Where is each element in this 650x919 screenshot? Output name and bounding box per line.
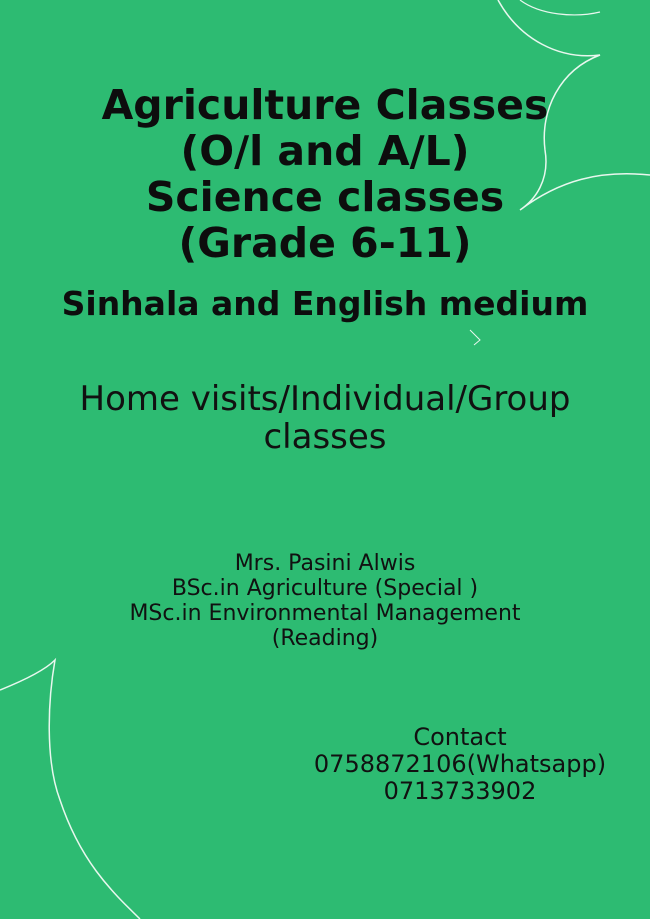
title-line-3: Science classes [145, 173, 505, 221]
tutor-qualification-2: MSc.in Environmental Management [129, 601, 521, 626]
title-line-2: (O/l and A/L) [180, 127, 470, 175]
tutor-name: Mrs. Pasini Alwis [234, 551, 416, 576]
center-sparkle [470, 330, 480, 345]
contact-phone-1: 0758872106(Whatsapp) [313, 750, 607, 778]
medium-subtitle: Sinhala and English medium [61, 284, 589, 323]
top-right-curve-inner [520, 0, 600, 15]
page-title [0, 82, 650, 266]
tutor-info [0, 551, 650, 651]
tutor-qualification-1: BSc.in Agriculture (Special ) [171, 576, 479, 601]
title-line-4: (Grade 6-11) [178, 219, 472, 267]
class-types-line-2: classes [263, 417, 387, 457]
contact-phone-2: 0713733902 [383, 777, 537, 805]
tutor-qualification-3: (Reading) [271, 626, 379, 651]
class-types-line-1: Home visits/Individual/Group [79, 379, 571, 419]
title-line-1: Agriculture Classes [101, 81, 549, 129]
class-types [0, 380, 650, 456]
bottom-left-curve [0, 660, 140, 919]
contact-label: Contact [413, 723, 507, 751]
contact-info [300, 724, 620, 805]
